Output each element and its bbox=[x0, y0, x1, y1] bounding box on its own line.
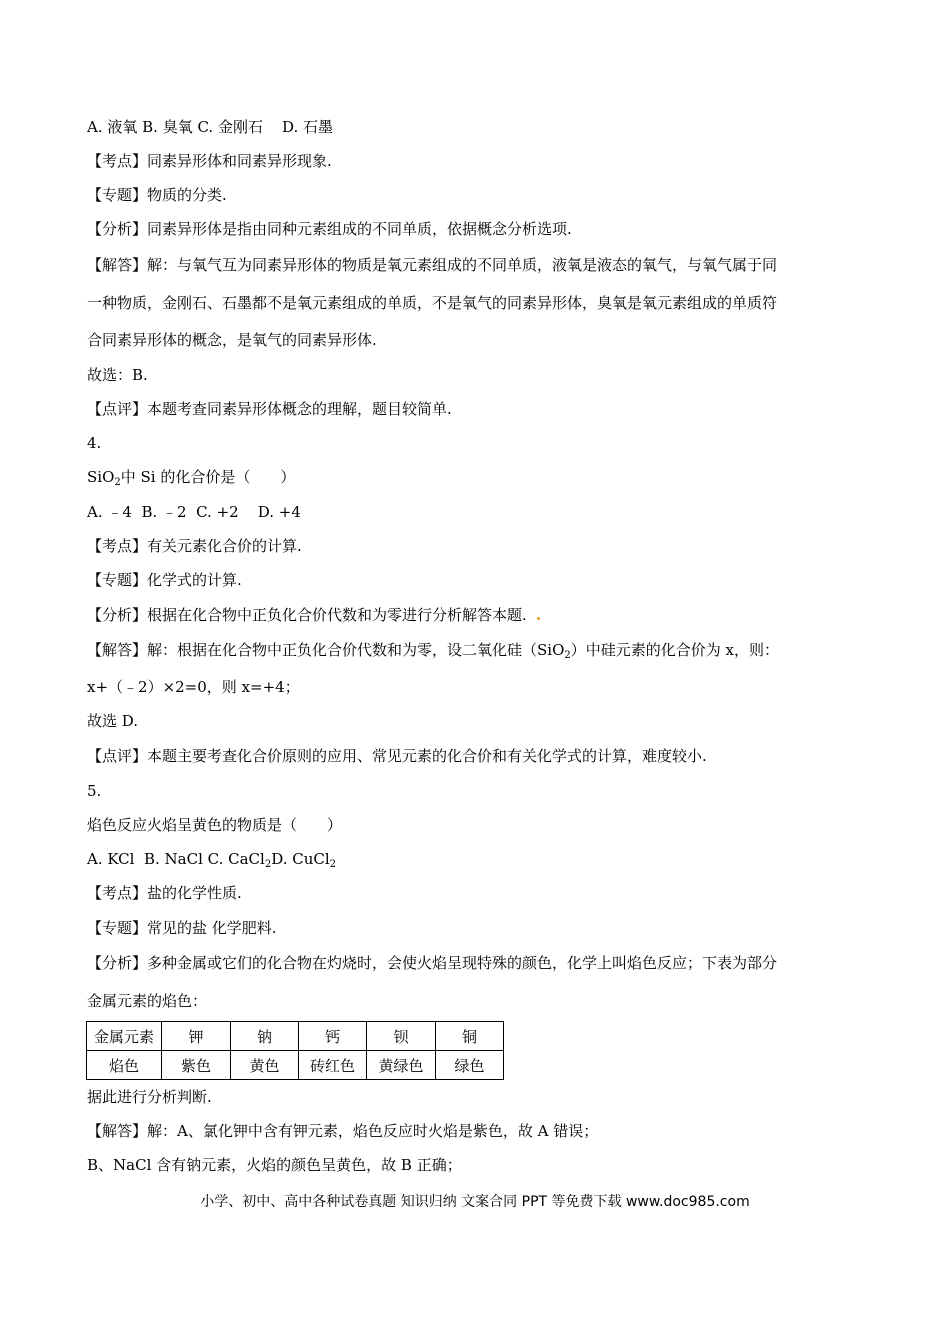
q4-options: A. ﹣4 B. ﹣2 C. +2 D. +4 bbox=[87, 503, 301, 521]
q5-kaodian: 【考点】盐的化学性质. bbox=[87, 884, 242, 902]
table-cell: 焰色 bbox=[87, 1051, 162, 1080]
q4-jieda-text-a: 【解答】解：根据在化合物中正负化合价代数和为零，设二氧化硅（SiO bbox=[87, 641, 565, 659]
q5-number: 5. bbox=[87, 782, 102, 800]
table-cell: 砖红色 bbox=[299, 1051, 367, 1080]
q4-jieda-subscript: 2 bbox=[564, 650, 571, 661]
table-cell: 铜 bbox=[436, 1022, 504, 1051]
q5-jieda-line2: B、NaCl 含有钠元素，火焰的颜色呈黄色，故 B 正确； bbox=[87, 1156, 462, 1174]
q3-zhuanti: 【专题】物质的分类. bbox=[87, 186, 227, 204]
table-cell: 钾 bbox=[162, 1022, 231, 1051]
q5-options-a: A. KCl B. NaCl C. CaCl bbox=[87, 850, 265, 868]
table-cell: 金属元素 bbox=[87, 1022, 162, 1051]
q5-fenxi-line1: 【分析】多种金属或它们的化合物在灼烧时，会使火焰呈现特殊的颜色，化学上叫焰色反应；下表为部分 bbox=[87, 954, 778, 972]
flame-color-table bbox=[86, 1021, 504, 1080]
table-cell: 黄绿色 bbox=[367, 1051, 436, 1080]
q5-options-b: D. CuCl bbox=[271, 850, 330, 868]
table-cell: 绿色 bbox=[436, 1051, 504, 1080]
table-cell: 钡 bbox=[367, 1022, 436, 1051]
q4-dianping: 【点评】本题主要考查化合价原则的应用、常见元素的化合价和有关化学式的计算，难度较小. bbox=[87, 747, 707, 765]
table-cell: 紫色 bbox=[162, 1051, 231, 1080]
table-cell: 钠 bbox=[231, 1022, 299, 1051]
q3-kaodian: 【考点】同素异形体和同素异形现象. bbox=[87, 152, 332, 170]
q4-fenxi: 【分析】根据在化合物中正负化合价代数和为零进行分析解答本题. bbox=[87, 606, 527, 624]
q3-answer: 故选：B. bbox=[87, 366, 148, 384]
q4-answer: 故选 D. bbox=[87, 712, 139, 730]
q5-options-subscript-1: 2 bbox=[264, 859, 272, 870]
q3-jieda-line1: 【解答】解：与氧气互为同素异形体的物质是氧元素组成的不同单质，液氧是液态的氧气，与氧气属于同 bbox=[87, 256, 778, 274]
q3-fenxi: 【分析】同素异形体是指由同种元素组成的不同单质，依据概念分析选项. bbox=[87, 220, 572, 238]
q4-calc: x+（﹣2）×2=0，则 x=+4； bbox=[87, 678, 300, 696]
q3-options: A. 液氧 B. 臭氧 C. 金刚石 D. 石墨 bbox=[87, 118, 334, 136]
q4-stem-formula: SiO bbox=[87, 468, 115, 486]
q4-jieda-text-b: ）中硅元素的化合价为 x，则： bbox=[570, 641, 779, 659]
q4-kaodian: 【考点】有关元素化合价的计算. bbox=[87, 537, 302, 555]
q3-jieda-line2: 一种物质，金刚石、石墨都不是氧元素组成的单质，不是氧气的同素异形体，臭氧是氧元素组成的单质符 bbox=[87, 294, 778, 312]
q5-stem: 焰色反应火焰呈黄色的物质是（ ） bbox=[87, 816, 343, 834]
q3-dianping: 【点评】本题考查同素异形体概念的理解，题目较简单. bbox=[87, 400, 452, 418]
q5-jieda-line1: 【解答】解：A、氯化钾中含有钾元素，焰色反应时火焰是紫色，故 A 错误； bbox=[87, 1122, 599, 1140]
q5-after-table: 据此进行分析判断. bbox=[87, 1088, 212, 1106]
stray-mark bbox=[537, 617, 540, 620]
q4-number: 4. bbox=[87, 434, 102, 452]
q4-jieda bbox=[87, 640, 779, 666]
q4-stem bbox=[87, 467, 295, 493]
q5-zhuanti: 【专题】常见的盐 化学肥料. bbox=[87, 919, 277, 937]
q4-zhuanti: 【专题】化学式的计算. bbox=[87, 571, 242, 589]
q5-options-subscript-2: 2 bbox=[329, 859, 337, 870]
table-cell: 黄色 bbox=[231, 1051, 299, 1080]
q5-options bbox=[87, 849, 336, 875]
table-header-row bbox=[87, 1022, 504, 1051]
q5-fenxi-line2: 金属元素的焰色： bbox=[87, 992, 208, 1010]
table-cell: 钙 bbox=[299, 1022, 367, 1051]
q4-stem-text: 中 Si 的化合价是（ ） bbox=[120, 468, 296, 486]
page-footer: 小学、初中、高中各种试卷真题 知识归纳 文案合同 PPT 等免费下载 www.doc985.com bbox=[200, 1194, 750, 1210]
q4-stem-subscript: 2 bbox=[114, 477, 121, 488]
table-row bbox=[87, 1051, 504, 1080]
q3-jieda-line3: 合同素异形体的概念，是氧气的同素异形体. bbox=[87, 331, 377, 349]
